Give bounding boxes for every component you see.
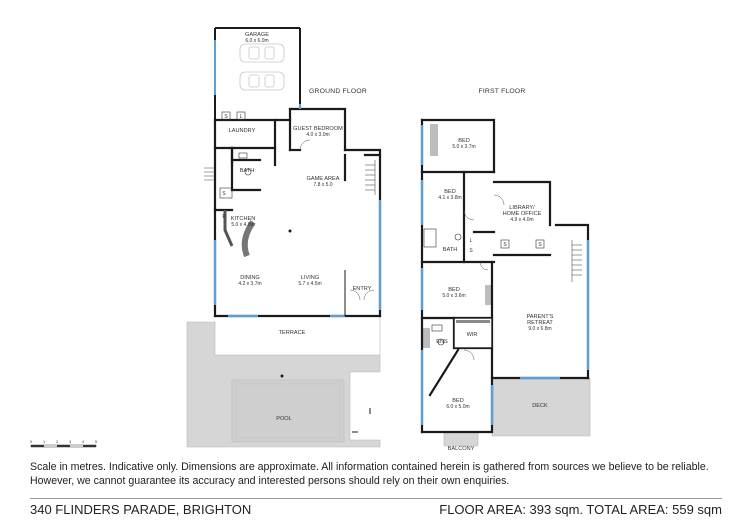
- mark-ground-l: L: [239, 114, 243, 120]
- footer-bar: [30, 498, 722, 517]
- room-label-bath-ground: BATH: [239, 168, 255, 174]
- room-size-parents-retreat: 9.0 x 6.8m: [528, 326, 552, 332]
- room-size-dining: 4.2 x 3.7m: [238, 281, 262, 287]
- room-label-terrace: TERRACE: [278, 330, 306, 336]
- room-size-bed-4: 6.0 x 5.0m: [446, 404, 470, 410]
- room-label-entry: ENTRY: [352, 286, 372, 292]
- room-label-library: LIBRARY/: [509, 205, 535, 211]
- room-size-library: 4.9 x 4.0m: [510, 217, 534, 223]
- mark-ground-s2: S: [222, 191, 226, 197]
- room-label-pool: POOL: [276, 416, 292, 422]
- room-size-guest-bedroom: 4.0 x 3.0m: [306, 132, 330, 138]
- room-label-laundry: LAUNDRY: [228, 128, 256, 134]
- mark-first-s3: S: [538, 242, 542, 248]
- room-label-dining: DINING: [240, 275, 260, 281]
- room-label-wir: WIR: [466, 332, 478, 338]
- scale-bar: [30, 440, 97, 447]
- scale-tick-2: 2: [55, 440, 59, 444]
- room-label-retreat: RETREAT: [527, 320, 553, 326]
- room-label-kitchen: KITCHEN: [230, 216, 256, 222]
- room-size-garage: 6.0 x 6.0m: [245, 38, 269, 44]
- mark-ground-s1: S: [224, 114, 228, 120]
- first-floor-title: FIRST FLOOR: [478, 88, 526, 95]
- scale-tick-3: 3: [68, 440, 72, 444]
- ground-floor-title: GROUND FLOOR: [309, 88, 367, 95]
- room-size-bed-2: 4.1 x 3.8m: [438, 195, 462, 201]
- room-size-living: 5.7 x 4.5m: [298, 281, 322, 287]
- property-address: 340 FLINDERS PARADE, BRIGHTON: [30, 502, 252, 517]
- room-label-guest-bedroom: GUEST BEDROOM: [293, 126, 343, 132]
- mark-first-s1: S: [469, 248, 473, 254]
- scale-tick-4: 4: [81, 440, 85, 444]
- mark-first-s2: S: [503, 242, 507, 248]
- floor-area-summary: FLOOR AREA: 393 sqm. TOTAL AREA: 559 sqm: [439, 502, 722, 517]
- room-size-game-area: 7.8 x 5.0: [313, 182, 333, 188]
- room-size-bed-1: 5.0 x 3.7m: [452, 144, 476, 150]
- room-size-kitchen: 5.0 x 4.0m: [231, 222, 255, 228]
- room-label-bed-4: BED: [452, 398, 464, 404]
- room-label-ens: ENS: [436, 339, 448, 345]
- first-floor-plan: [422, 120, 590, 446]
- room-label-bed-1: BED: [458, 138, 470, 144]
- pool: [232, 380, 344, 442]
- room-label-game-area: GAME AREA: [306, 176, 340, 182]
- mark-ground-p: P: [222, 214, 226, 220]
- scale-tick-5: 5: [94, 440, 98, 444]
- balcony-area: [444, 432, 478, 446]
- scale-tick-1: 1: [42, 440, 46, 444]
- room-label-living: LIVING: [300, 275, 320, 281]
- room-label-garage: GARAGE: [245, 32, 269, 38]
- room-label-balcony: BALCONY: [447, 446, 475, 452]
- disclaimer-text: Scale in metres. Indicative only. Dimensions are approximate. All information contained herein is gathered from sources we believe to be reliable. However, we cannot guarantee its accuracy and interested persons should rely on their own enquiries.: [30, 461, 709, 487]
- room-label-parents: PARENT'S: [526, 314, 554, 320]
- room-label-bed-2: BED: [444, 189, 456, 195]
- scale-tick-0: 0: [29, 440, 33, 444]
- room-label-bed-3: BED: [448, 287, 460, 293]
- room-size-bed-3: 5.0 x 3.6m: [442, 293, 466, 299]
- room-label-home-office: HOME OFFICE: [502, 211, 542, 217]
- room-label-deck: DECK: [532, 403, 548, 409]
- room-label-bath-first: BATH: [442, 247, 458, 253]
- mark-first-l: L: [469, 238, 473, 244]
